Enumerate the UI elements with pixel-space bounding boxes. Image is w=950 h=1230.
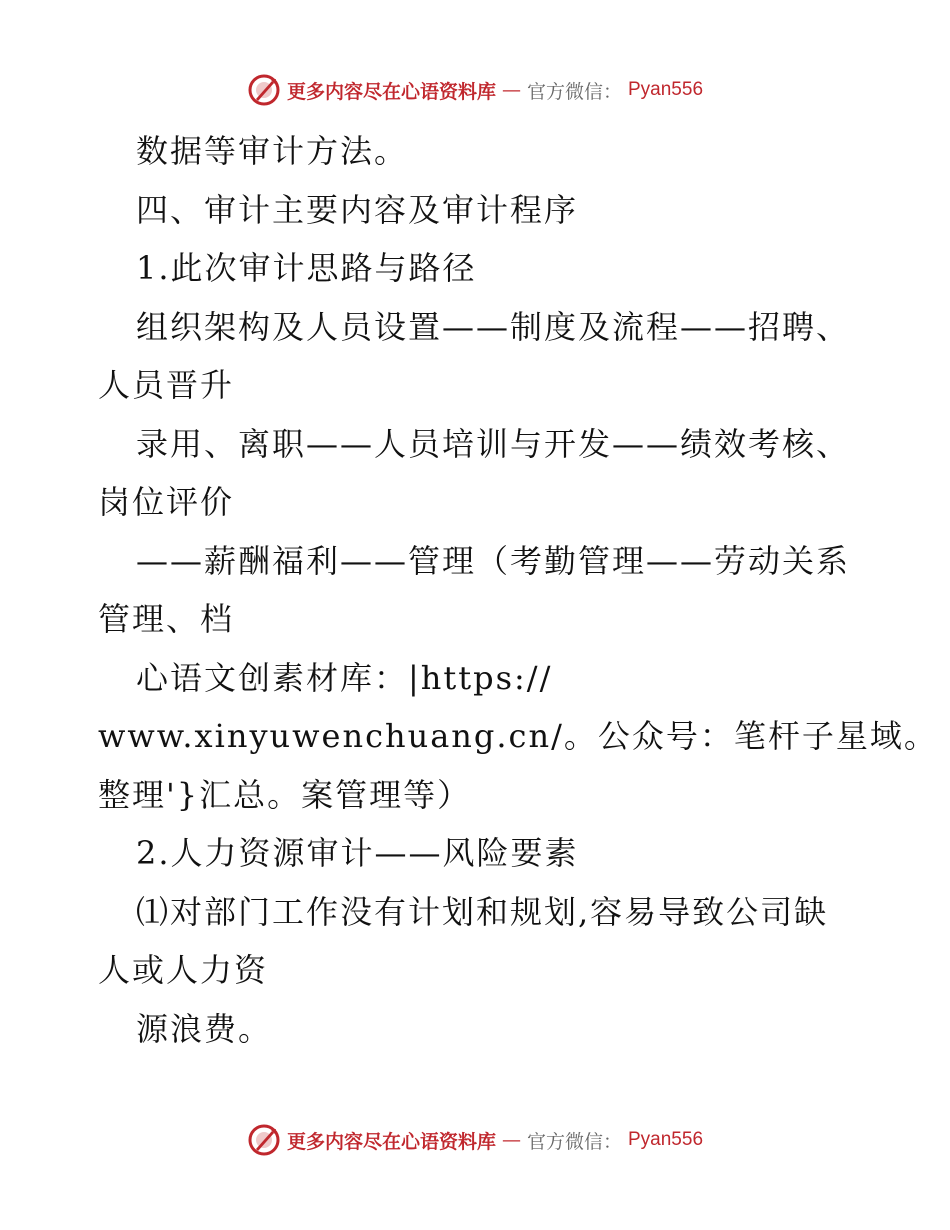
text-line: 管理、档	[98, 600, 235, 638]
subsection-heading: 2.人力资源审计——风险要素	[136, 834, 579, 872]
banner-separator: —	[501, 1129, 521, 1151]
banner-wechat-id: Pyan556	[628, 79, 704, 100]
banner-site-text: 更多内容尽在心语资料库	[286, 80, 496, 103]
section-heading: 四、审计主要内容及审计程序	[136, 190, 579, 229]
banner-wechat-label: 官方微信：	[526, 80, 622, 103]
banner-wechat-id: Pyan556	[628, 1129, 704, 1150]
text-line: 源浪费。	[136, 1009, 273, 1048]
banner-separator: —	[501, 79, 521, 101]
text-line: www.xinyuwenchuang.cn/。公众号：笔杆子星域。	[98, 717, 938, 755]
subsection-heading: 1.此次审计思路与路径	[136, 249, 477, 287]
brand-logo-icon	[247, 1123, 281, 1157]
text-line: 岗位评价	[98, 483, 235, 521]
banner-wechat-label: 官方微信：	[526, 1130, 622, 1153]
text-line: 人员晋升	[98, 366, 235, 404]
text-line: 数据等审计方法。	[136, 132, 409, 170]
footer-banner-content	[247, 1123, 703, 1157]
header-banner-content	[247, 73, 703, 107]
text-line: 整理'}汇总。案管理等）	[98, 775, 472, 814]
footer-banner	[0, 1120, 950, 1160]
document-body	[98, 122, 938, 1058]
text-line: 录用、离职——人员培训与开发——绩效考核、	[136, 424, 851, 463]
text-line: 组织架构及人员设置——制度及流程——招聘、	[136, 307, 851, 346]
brand-logo-icon	[247, 73, 281, 107]
banner-site-text: 更多内容尽在心语资料库	[286, 1130, 496, 1153]
text-line: 心语文创素材库：|https://	[136, 658, 553, 697]
text-line: ——薪酬福利——管理（考勤管理——劳动关系	[136, 541, 851, 580]
text-line: ⑴对部门工作没有计划和规划,容易导致公司缺	[136, 892, 829, 931]
header-banner	[0, 70, 950, 110]
text-line: 人或人力资	[98, 951, 269, 989]
